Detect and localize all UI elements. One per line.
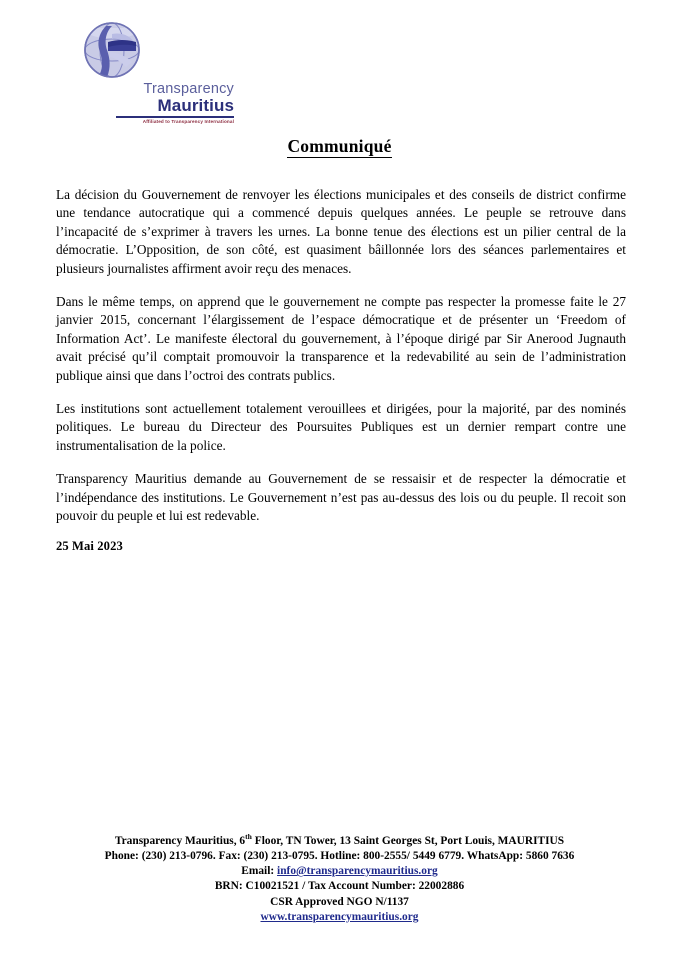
brand-line-mauritius: Mauritius — [157, 96, 234, 116]
brand-text — [60, 82, 240, 124]
page-title-text: Communiqué — [287, 136, 392, 156]
paragraph-2: Dans le même temps, on apprend que le gouvernement ne compte pas respecter la promesse faite le 27 janvier 2015, concernant l’élargissement de l’espace démocratique et de présenter un ‘Freedom of Information Act’. Le manifeste électoral du gouvernement, à l’époque dirigé par Sir Anerood Jugnauth avait précisé qu’il comptait promouvoir la transparence et la redevabilité au sein de l’administration publique ainsi que dans l’octroi des contrats publics. — [56, 294, 626, 383]
footer-website-link[interactable]: www.transparencymauritius.org — [260, 910, 419, 923]
footer-email-label: Email: — [241, 865, 278, 878]
footer-csr-line: CSR Approved NGO N/1137 — [270, 895, 409, 908]
footer-address-prefix: Transparency Mauritius, 6 — [114, 834, 246, 847]
transparency-globe-logo-icon — [76, 22, 148, 80]
footer-email-line — [0, 864, 679, 879]
page-title — [0, 136, 679, 157]
brand-line-transparency: Transparency — [143, 81, 234, 97]
letterhead — [60, 22, 240, 124]
footer-website-line — [0, 910, 679, 925]
brand-divider — [116, 116, 234, 118]
footer-address-ordinal: th — [245, 832, 252, 841]
footer-address-suffix: Floor, TN Tower, 13 Saint Georges St, Port Louis, MAURITIUS — [251, 834, 565, 847]
document-date: 25 Mai 2023 — [56, 539, 123, 553]
footer-contact-line: Phone: (230) 213-0796. Fax: (230) 213-0795. Hotline: 800-2555/ 5449 6779. WhatsApp: 5860 7636 — [104, 850, 575, 862]
footer-email-link[interactable]: info@transparencymauritius.org — [277, 865, 438, 878]
brand-affiliation: Affiliated to Transparency International — [142, 118, 234, 124]
paragraph-3: Les institutions sont actuellement totalement verouillees et dirigées, pour la majorité, par des nominés politiques. Le bureau du Directeur des Poursuites Publiques est un dernier rempart contre une instrumentalisation de la police. — [56, 401, 626, 453]
paragraph-1: La décision du Gouvernement de renvoyer les élections municipales et des conseils de district confirme une tendance autocratique qui a commencé depuis quelques années. Le peuple se retrouve dans l’incapacité de s’exprimer à travers les urnes. La bonne tenue des élections est un pilier central de la démocratie. L’Opposition, de son côté, est quasiment bâillonnée lors des séances parlementaires et plusieurs journalistes affirment avoir reçu des menaces. — [56, 187, 626, 276]
document-footer — [0, 829, 679, 925]
paragraph-4: Transparency Mauritius demande au Gouvernement de se ressaisir et de respecter la démocratie et l’indépendance des institutions. Le Gouvernement n’est pas au-dessus des lois ou du peuple. Il recoit son pouvoir du peuple et lui est redevable. — [56, 471, 626, 524]
footer-brn-line: BRN: C10021521 / Tax Account Number: 22002886 — [214, 880, 465, 893]
document-body — [56, 186, 626, 526]
footer-address-line — [0, 829, 679, 849]
